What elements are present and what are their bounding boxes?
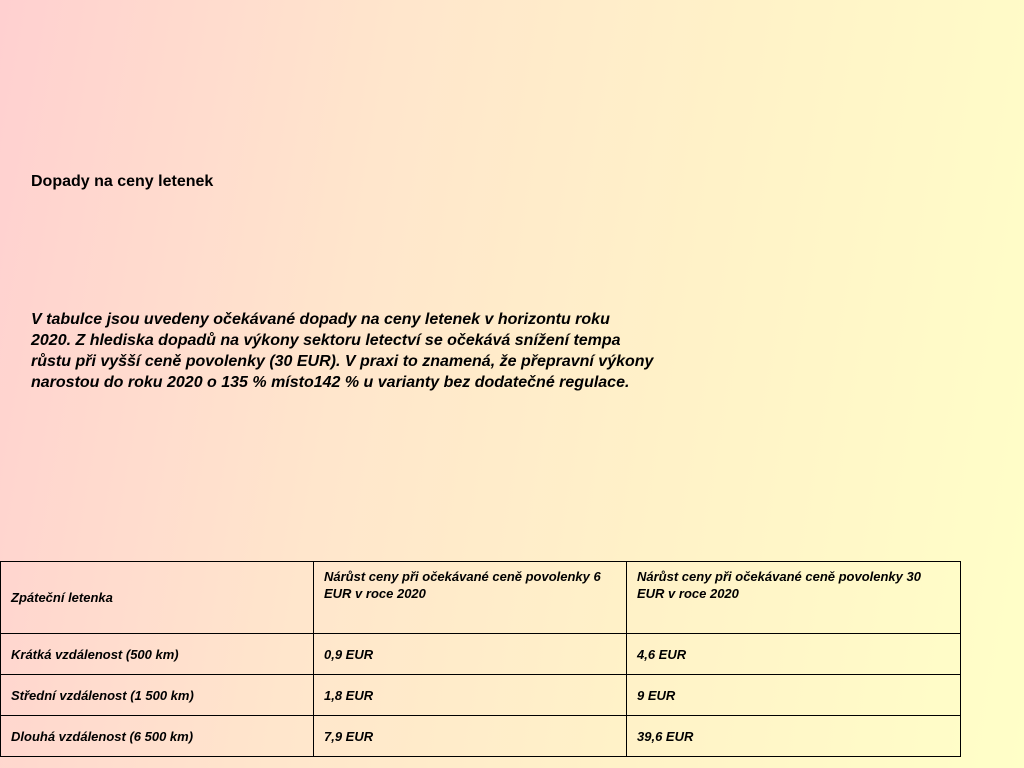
table-cell: 7,9 EUR bbox=[314, 716, 627, 757]
table-header-cell: Nárůst ceny při očekávané ceně povolenky 6 EUR v roce 2020 bbox=[314, 562, 627, 634]
table-cell: 39,6 EUR bbox=[627, 716, 961, 757]
table-row bbox=[1, 634, 961, 675]
body-line: růstu při vyšší ceně povolenky (30 EUR). V praxi to znamená, že přepravní výkony bbox=[31, 353, 654, 370]
table-row bbox=[1, 675, 961, 716]
table-cell: Krátká vzdálenost (500 km) bbox=[1, 634, 314, 675]
table-cell: 9 EUR bbox=[627, 675, 961, 716]
body-line: V tabulce jsou uvedeny očekávané dopady na ceny letenek v horizontu roku bbox=[31, 311, 610, 328]
price-impact-table bbox=[0, 561, 961, 757]
table-header-cell: Nárůst ceny při očekávané ceně povolenky 30 EUR v roce 2020 bbox=[627, 562, 961, 634]
body-line: narostou do roku 2020 o 135 % místo142 % u varianty bez dodatečné regulace. bbox=[31, 374, 630, 391]
table-cell: Dlouhá vzdálenost (6 500 km) bbox=[1, 716, 314, 757]
slide-title: Dopady na ceny letenek bbox=[31, 173, 214, 190]
table-cell: 0,9 EUR bbox=[314, 634, 627, 675]
table-cell: 4,6 EUR bbox=[627, 634, 961, 675]
table-header-row bbox=[1, 562, 961, 634]
table-cell: Střední vzdálenost (1 500 km) bbox=[1, 675, 314, 716]
table-row bbox=[1, 716, 961, 757]
body-line: 2020. Z hlediska dopadů na výkony sektoru letectví se očekává snížení tempa bbox=[31, 332, 621, 349]
table-header-cell: Zpáteční letenka bbox=[1, 562, 314, 634]
body-paragraph bbox=[31, 309, 711, 393]
table-cell: 1,8 EUR bbox=[314, 675, 627, 716]
